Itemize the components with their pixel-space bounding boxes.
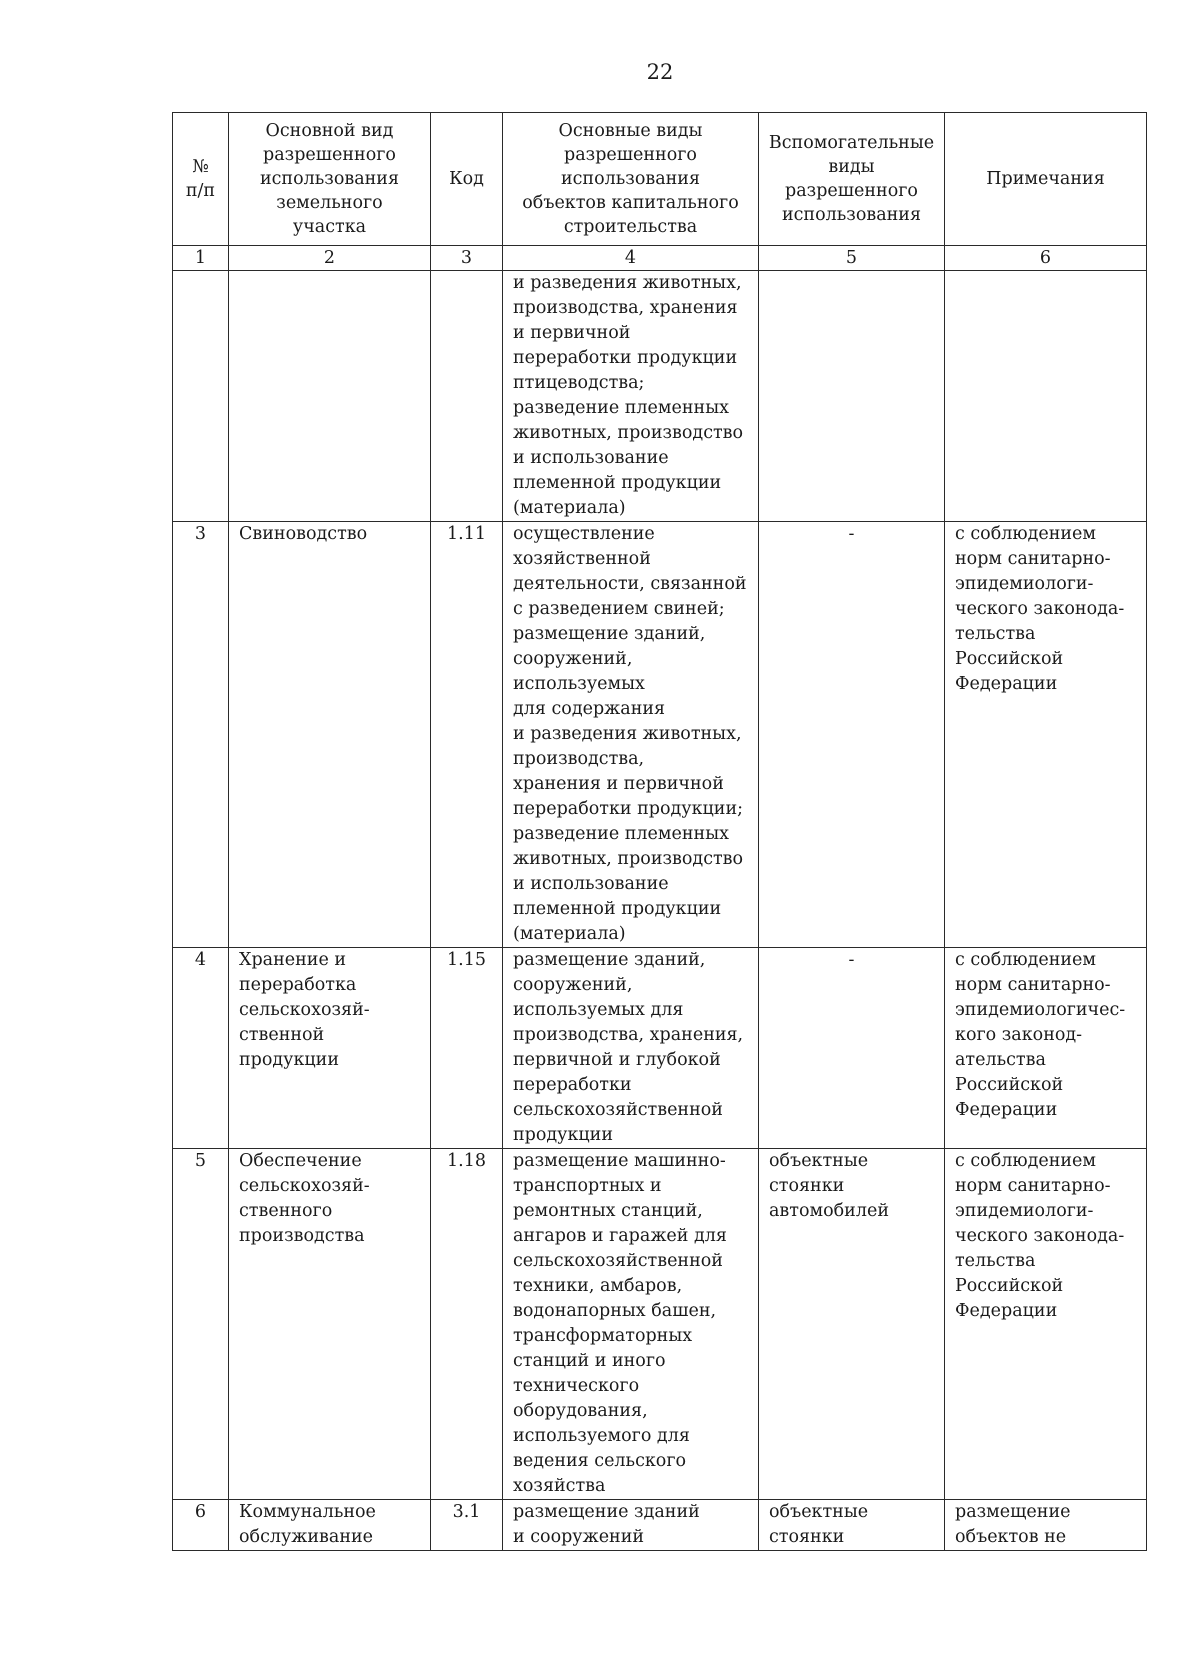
row-aux-uses (759, 1500, 945, 1551)
column-number: 1 (173, 246, 229, 271)
cell-text-line: осуществление (513, 524, 655, 544)
cell-text-line: земельного (276, 193, 383, 213)
row-aux-uses (759, 948, 945, 1149)
cell-text-line: используемых для (513, 1000, 684, 1020)
cell-text-line: ческого законода- (955, 599, 1125, 619)
cell-text-line: производства, (513, 749, 645, 769)
table-header (173, 113, 1147, 271)
cell-text-line: водонапорных башен, (513, 1301, 717, 1321)
cell-text-line: и использование (513, 874, 669, 894)
table-row (173, 1500, 1147, 1551)
cell-text-line: Российской (955, 1276, 1064, 1296)
cell-text-line: оборудования, (513, 1401, 648, 1421)
row-main-uses-capital (503, 271, 759, 522)
cell-text-line: хозяйственной (513, 549, 651, 569)
cell-text-line: с соблюдением (955, 1151, 1097, 1171)
cell-text-line: виды (828, 157, 875, 177)
row-main-uses-capital (503, 948, 759, 1149)
cell-text-line: используемых (513, 674, 645, 694)
cell-text-line: Основной вид (265, 121, 394, 141)
cell-text-line: животных, производство (513, 423, 744, 443)
row-main-use (229, 1149, 431, 1500)
cell-text-line: объектов не (955, 1527, 1067, 1547)
cell-text-line: и первичной (513, 323, 631, 343)
header-notes (945, 113, 1147, 246)
row-code: 3.1 (431, 1500, 503, 1551)
cell-text-line: Примечания (986, 169, 1105, 189)
cell-text-line: и сооружений (513, 1527, 645, 1547)
cell-text-line: Российской (955, 649, 1064, 669)
column-number-row (173, 246, 1147, 271)
cell-text-line: разрешенного (263, 145, 396, 165)
cell-text-line: использования (259, 169, 400, 189)
cell-text-line: переработки продукции; (513, 799, 744, 819)
cell-text-line: сельскохозяйственной (513, 1251, 723, 1271)
cell-text-line: переработки продукции (513, 348, 738, 368)
row-main-use (229, 522, 431, 948)
cell-text-line: птицеводства; (513, 373, 645, 393)
cell-text-line: Российской (955, 1075, 1064, 1095)
cell-text-line: производства, хранения, (513, 1025, 744, 1045)
cell-text-line: строительства (563, 217, 698, 237)
cell-text-line: и использование (513, 448, 669, 468)
cell-text-line: (материала) (513, 498, 626, 518)
cell-text-line: для содержания (513, 699, 666, 719)
cell-text-line: норм санитарно- (955, 1176, 1111, 1196)
cell-text-line: производства, хранения (513, 298, 738, 318)
header-main-uses-capital (503, 113, 759, 246)
cell-text-line: ческого законода- (955, 1226, 1125, 1246)
header-row (173, 113, 1147, 246)
cell-text-line: и разведения животных, (513, 724, 742, 744)
cell-text-line: стоянки (769, 1176, 845, 1196)
cell-text-line: сооружений, (513, 975, 633, 995)
cell-text-line: Коммунальное (239, 1502, 376, 1522)
cell-text-line: ственного (239, 1201, 333, 1221)
cell-text-line: эпидемиологи- (955, 1201, 1094, 1221)
column-number: 3 (431, 246, 503, 271)
cell-text-line: хозяйства (513, 1476, 606, 1496)
cell-text-line: разрешенного (564, 145, 697, 165)
row-number (173, 271, 229, 522)
row-main-use (229, 948, 431, 1149)
cell-text-line: размещение зданий, (513, 624, 706, 644)
cell-text-line: производства (239, 1226, 365, 1246)
cell-text-line: Обеспечение (239, 1151, 362, 1171)
cell-text-line: Федерации (955, 1301, 1058, 1321)
cell-text-line: (материала) (513, 924, 626, 944)
cell-text-line: ственной (239, 1025, 325, 1045)
row-code: 1.18 (431, 1149, 503, 1500)
cell-text-line: использования (560, 169, 701, 189)
cell-text-line: участка (292, 217, 367, 237)
table-row (173, 1149, 1147, 1500)
cell-text-line: стоянки (769, 1527, 845, 1547)
row-number: 5 (173, 1149, 229, 1500)
cell-text-line: кого законод- (955, 1025, 1083, 1045)
land-use-table (172, 112, 1147, 1551)
cell-text-line: ангаров и гаражей для (513, 1226, 727, 1246)
row-main-uses-capital (503, 1500, 759, 1551)
cell-text-line: Федерации (955, 1100, 1058, 1120)
cell-text-line: размещение (955, 1502, 1071, 1522)
cell-text-line: № (192, 157, 209, 177)
cell-text-line: разрешенного (785, 181, 918, 201)
cell-text-line: ремонтных станций, (513, 1201, 703, 1221)
row-number: 3 (173, 522, 229, 948)
column-number: 4 (503, 246, 759, 271)
cell-text-line: эпидемиологичес- (955, 1000, 1126, 1020)
cell-text-line: используемого для (513, 1426, 690, 1446)
cell-text-line: первичной и глубокой (513, 1050, 721, 1070)
column-number: 2 (229, 246, 431, 271)
row-main-use (229, 1500, 431, 1551)
cell-text-line: племенной продукции (513, 473, 722, 493)
table-row (173, 522, 1147, 948)
cell-text-line: - (848, 950, 855, 970)
cell-text-line: разведение племенных (513, 398, 729, 418)
cell-text-line: Федерации (955, 674, 1058, 694)
cell-text-line: использования (781, 205, 922, 225)
header-num (173, 113, 229, 246)
table-row (173, 948, 1147, 1149)
cell-text-line: ательства (955, 1050, 1046, 1070)
cell-text-line: переработка (239, 975, 357, 995)
cell-text-line: технического (513, 1376, 640, 1396)
row-number: 4 (173, 948, 229, 1149)
cell-text-line: станций и иного (513, 1351, 666, 1371)
row-main-uses-capital (503, 1149, 759, 1500)
cell-text-line: племенной продукции (513, 899, 722, 919)
cell-text-line: Хранение и (239, 950, 347, 970)
cell-text-line: животных, производство (513, 849, 744, 869)
page-number: 22 (646, 60, 674, 84)
cell-text-line: с соблюдением (955, 524, 1097, 544)
cell-text-line: Свиноводство (239, 524, 368, 544)
cell-text-line: Вспомогательные (768, 133, 935, 153)
header-main-use (229, 113, 431, 246)
row-number: 6 (173, 1500, 229, 1551)
cell-text-line: размещение зданий (513, 1502, 700, 1522)
row-notes (945, 1500, 1147, 1551)
cell-text-line: с соблюдением (955, 950, 1097, 970)
cell-text-line: норм санитарно- (955, 549, 1111, 569)
cell-text-line: сельскохозяйственной (513, 1100, 723, 1120)
cell-text-line: переработки (513, 1075, 632, 1095)
cell-text-line: размещение машинно- (513, 1151, 726, 1171)
cell-text-line: Основные виды (558, 121, 703, 141)
cell-text-line: тельства (955, 1251, 1036, 1271)
row-main-use (229, 271, 431, 522)
cell-text-line: тельства (955, 624, 1036, 644)
row-aux-uses (759, 1149, 945, 1500)
cell-text-line: трансформаторных (513, 1326, 693, 1346)
cell-text-line: Код (449, 169, 484, 189)
row-aux-uses (759, 271, 945, 522)
cell-text-line: деятельности, связанной (513, 574, 747, 594)
cell-text-line: обслуживание (239, 1527, 374, 1547)
cell-text-line: с разведением свиней; (513, 599, 725, 619)
table-row (173, 271, 1147, 522)
row-notes (945, 522, 1147, 948)
row-code: 1.15 (431, 948, 503, 1149)
cell-text-line: автомобилей (769, 1201, 889, 1221)
cell-text-line: норм санитарно- (955, 975, 1111, 995)
row-main-uses-capital (503, 522, 759, 948)
cell-text-line: сельскохозяй- (239, 1176, 370, 1196)
cell-text-line: разведение племенных (513, 824, 729, 844)
cell-text-line: объектные (769, 1502, 869, 1522)
column-number: 5 (759, 246, 945, 271)
cell-text-line: продукции (513, 1125, 613, 1145)
cell-text-line: объектные (769, 1151, 869, 1171)
column-number: 6 (945, 246, 1147, 271)
row-notes (945, 1149, 1147, 1500)
cell-text-line: п/п (185, 181, 216, 201)
row-code: 1.11 (431, 522, 503, 948)
cell-text-line: и разведения животных, (513, 273, 742, 293)
cell-text-line: объектов капитального (522, 193, 739, 213)
cell-text-line: эпидемиологи- (955, 574, 1094, 594)
cell-text-line: техники, амбаров, (513, 1276, 683, 1296)
cell-text-line: сельскохозяй- (239, 1000, 370, 1020)
cell-text-line: - (848, 524, 855, 544)
cell-text-line: продукции (239, 1050, 339, 1070)
header-code (431, 113, 503, 246)
cell-text-line: хранения и первичной (513, 774, 724, 794)
header-aux-uses (759, 113, 945, 246)
cell-text-line: сооружений, (513, 649, 633, 669)
cell-text-line: транспортных и (513, 1176, 662, 1196)
cell-text-line: размещение зданий, (513, 950, 706, 970)
row-notes (945, 271, 1147, 522)
row-notes (945, 948, 1147, 1149)
row-aux-uses (759, 522, 945, 948)
cell-text-line: ведения сельского (513, 1451, 687, 1471)
row-code (431, 271, 503, 522)
